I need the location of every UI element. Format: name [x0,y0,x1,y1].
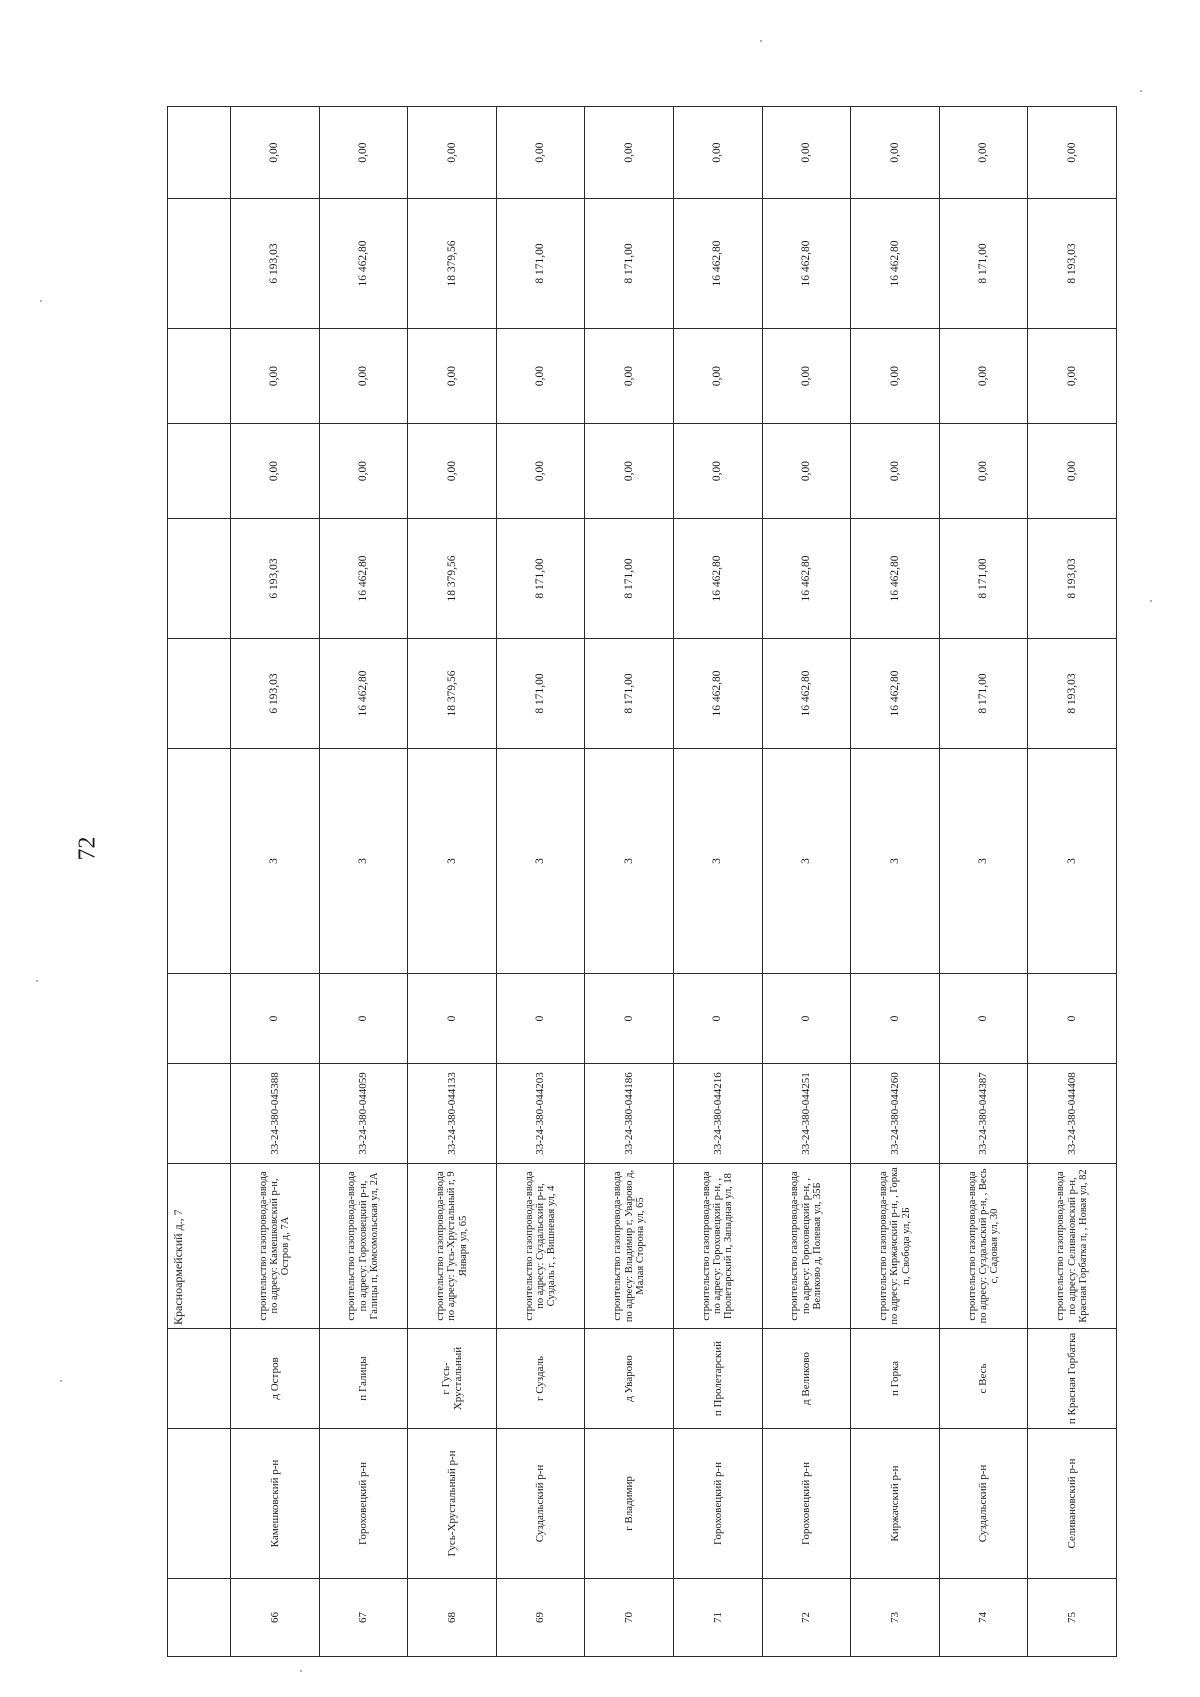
table-row [585,107,674,1657]
amount-cell: 8 193,03 [1028,639,1117,749]
row-number-cell: 71 [673,1579,762,1657]
scan-speck [60,1380,62,1382]
settlement-cell: д Уварово [585,1329,674,1429]
amount-cell: 0,00 [673,107,762,199]
table-row [939,107,1028,1657]
description-cell: строительство газопровода-ввода по адресу: Суздальский р-н, , Весь с, Садовая ул, 30 [939,1164,1028,1329]
gas-connection-table [167,106,1117,1657]
row-number-cell: 67 [319,1579,408,1657]
district-cell: Суздальский р-н [496,1429,585,1579]
value-cell: 0 [1028,974,1117,1064]
value-cell: 3 [1028,749,1117,974]
district-cell: Суздальский р-н [939,1429,1028,1579]
code-cell: 33-24-380-044133 [408,1064,497,1164]
code-cell: 33-24-380-044260 [851,1064,940,1164]
amount-cell: 8 171,00 [585,199,674,329]
amount-cell: 8 171,00 [585,519,674,639]
amount-cell: 0,00 [585,329,674,424]
amount-cell: 8 171,00 [939,639,1028,749]
amount-cell: 0,00 [585,424,674,519]
value-cell: 0 [762,974,851,1064]
amount-cell: 0,00 [319,424,408,519]
header-cell [168,519,231,639]
amount-cell: 0,00 [496,424,585,519]
amount-cell: 8 171,00 [496,639,585,749]
table-row [496,107,585,1657]
code-cell: 33-24-380-044203 [496,1064,585,1164]
amount-cell: 16 462,80 [762,199,851,329]
row-number-cell: 70 [585,1579,674,1657]
description-cell: строительство газопровода-ввода по адресу: Гороховецкий р-н, , Великово д, Полевая ул, 35Б [762,1164,851,1329]
amount-cell: 6 193,03 [231,639,320,749]
scan-speck [300,1670,302,1672]
amount-cell: 16 462,80 [673,519,762,639]
page-number: 72 [74,836,101,861]
code-cell: 33-24-380-044251 [762,1064,851,1164]
table-row [673,107,762,1657]
value-cell: 3 [408,749,497,974]
amount-cell: 16 462,80 [673,199,762,329]
amount-cell: 0,00 [496,107,585,199]
amount-cell: 0,00 [939,329,1028,424]
amount-cell: 0,00 [231,329,320,424]
scan-speck [40,300,42,302]
description-cell: строительство газопровода-ввода по адресу: Гороховецкий р-н, Галицы п, Комсомольская ул, 2А [319,1164,408,1329]
amount-cell: 16 462,80 [762,639,851,749]
amount-cell: 0,00 [408,107,497,199]
amount-cell: 0,00 [585,107,674,199]
amount-cell: 0,00 [408,329,497,424]
scan-speck [760,40,762,42]
header-cell [168,199,231,329]
header-cell [168,974,231,1064]
value-cell: 0 [673,974,762,1064]
district-cell: Селивановский р-н [1028,1429,1117,1579]
code-cell: 33-24-380-044387 [939,1064,1028,1164]
header-cell [168,749,231,974]
description-cell: строительство газопровода-ввода по адресу: Камешковский р-н, Остров д, 7А [231,1164,320,1329]
settlement-cell: п Галицы [319,1329,408,1429]
district-cell: Гороховецкий р-н [319,1429,408,1579]
table-header-row [168,107,231,1657]
carry-over-text: Красноармейский д., 7 [168,1164,231,1329]
district-cell: Гусь-Хрустальный р-н [408,1429,497,1579]
code-cell: 33-24-380-044216 [673,1064,762,1164]
amount-cell: 16 462,80 [319,639,408,749]
amount-cell: 6 193,03 [231,199,320,329]
value-cell: 0 [231,974,320,1064]
district-cell: Гороховецкий р-н [673,1429,762,1579]
amount-cell: 0,00 [319,329,408,424]
row-number-cell: 66 [231,1579,320,1657]
district-cell: Киржачский р-н [851,1429,940,1579]
scan-speck [1150,600,1152,602]
settlement-cell: с Весь [939,1329,1028,1429]
amount-cell: 0,00 [851,424,940,519]
amount-cell: 0,00 [851,107,940,199]
amount-cell: 0,00 [673,424,762,519]
settlement-cell: д Великово [762,1329,851,1429]
header-cell [168,1579,231,1657]
amount-cell: 0,00 [939,424,1028,519]
amount-cell: 0,00 [231,107,320,199]
table-row [231,107,320,1657]
settlement-cell: г Суздаль [496,1329,585,1429]
amount-cell: 16 462,80 [851,519,940,639]
settlement-cell: п Горка [851,1329,940,1429]
amount-cell: 16 462,80 [673,639,762,749]
description-cell: строительство газопровода-ввода по адресу: Суздальский р-н, Суздаль г, , Вишневая ул, 4 [496,1164,585,1329]
amount-cell: 8 171,00 [585,639,674,749]
value-cell: 3 [939,749,1028,974]
row-number-cell: 69 [496,1579,585,1657]
value-cell: 3 [762,749,851,974]
header-cell [168,1064,231,1164]
amount-cell: 0,00 [851,329,940,424]
amount-cell: 0,00 [231,424,320,519]
table-row [762,107,851,1657]
settlement-cell: п Красная Горбатка [1028,1329,1117,1429]
row-number-cell: 72 [762,1579,851,1657]
amount-cell: 0,00 [762,329,851,424]
row-number-cell: 68 [408,1579,497,1657]
district-cell: Камешковский р-н [231,1429,320,1579]
settlement-cell: г Гусь-Хрустальный [408,1329,497,1429]
table-row [319,107,408,1657]
header-cell [168,424,231,519]
table-container [167,107,1117,1657]
row-number-cell: 75 [1028,1579,1117,1657]
amount-cell: 0,00 [939,107,1028,199]
row-number-cell: 73 [851,1579,940,1657]
table-row [408,107,497,1657]
amount-cell: 0,00 [673,329,762,424]
description-cell: строительство газопровода-ввода по адресу: Владимир г, Уварово д, Малая Сторона ул, 65 [585,1164,674,1329]
value-cell: 0 [319,974,408,1064]
value-cell: 0 [851,974,940,1064]
amount-cell: 8 171,00 [939,199,1028,329]
amount-cell: 18 379,56 [408,639,497,749]
value-cell: 3 [496,749,585,974]
amount-cell: 16 462,80 [851,199,940,329]
description-cell: строительство газопровода-ввода по адресу: Селивановский р-н, Красная Горбатка п, , Новая ул, 82 [1028,1164,1117,1329]
value-cell: 3 [231,749,320,974]
amount-cell: 6 193,03 [231,519,320,639]
code-cell: 33-24-380-044059 [319,1064,408,1164]
header-cell [168,107,231,199]
description-cell: строительство газопровода-ввода по адресу: Киржачский р-н, , Горка п, Свобода ул, 2Б [851,1164,940,1329]
amount-cell: 16 462,80 [319,519,408,639]
row-number-cell: 74 [939,1579,1028,1657]
amount-cell: 0,00 [1028,107,1117,199]
amount-cell: 0,00 [1028,424,1117,519]
value-cell: 3 [673,749,762,974]
code-cell: 33-24-380-044408 [1028,1064,1117,1164]
value-cell: 3 [851,749,940,974]
district-cell: Гороховецкий р-н [762,1429,851,1579]
amount-cell: 8 171,00 [496,199,585,329]
description-cell: строительство газопровода-ввода по адресу: Гороховецкий р-н, , Пролетарский п, Западная ул, 18 [673,1164,762,1329]
code-cell: 33-24-380-045388 [231,1064,320,1164]
amount-cell: 0,00 [408,424,497,519]
amount-cell: 0,00 [319,107,408,199]
value-cell: 0 [939,974,1028,1064]
value-cell: 3 [319,749,408,974]
code-cell: 33-24-380-044186 [585,1064,674,1164]
scan-speck [36,980,38,982]
amount-cell: 0,00 [496,329,585,424]
amount-cell: 8 171,00 [496,519,585,639]
description-cell: строительство газопровода-ввода по адресу: Гусь-Хрустальный г, 9 Января ул, 65 [408,1164,497,1329]
table-row [1028,107,1117,1657]
table-row [851,107,940,1657]
header-cell [168,329,231,424]
header-cell [168,639,231,749]
value-cell: 0 [408,974,497,1064]
value-cell: 0 [496,974,585,1064]
value-cell: 3 [585,749,674,974]
settlement-cell: п Пролетарский [673,1329,762,1429]
amount-cell: 0,00 [762,424,851,519]
scan-speck [1140,90,1142,92]
district-cell: г Владимир [585,1429,674,1579]
amount-cell: 16 462,80 [319,199,408,329]
amount-cell: 0,00 [1028,329,1117,424]
header-cell [168,1429,231,1579]
amount-cell: 8 171,00 [939,519,1028,639]
value-cell: 0 [585,974,674,1064]
amount-cell: 18 379,56 [408,519,497,639]
amount-cell: 8 193,03 [1028,199,1117,329]
settlement-cell: д Остров [231,1329,320,1429]
amount-cell: 0,00 [762,107,851,199]
amount-cell: 18 379,56 [408,199,497,329]
header-cell [168,1329,231,1429]
amount-cell: 16 462,80 [851,639,940,749]
amount-cell: 8 193,03 [1028,519,1117,639]
amount-cell: 16 462,80 [762,519,851,639]
